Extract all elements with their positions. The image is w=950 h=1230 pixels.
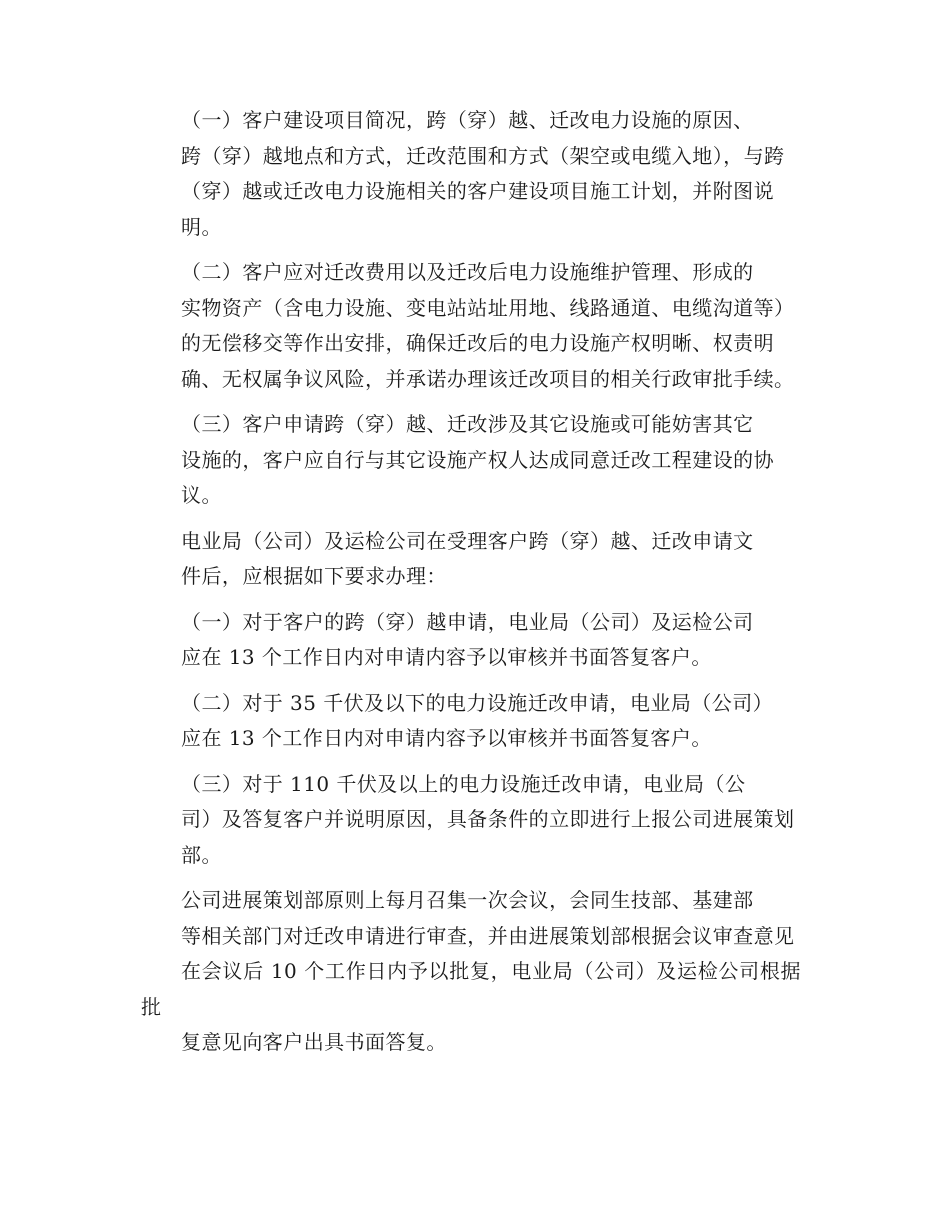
paragraph-4 [141, 524, 801, 595]
paragraph-line: （一）客户建设项目简况，跨（穿）越、迁改电力设施的原因、 [181, 108, 754, 132]
paragraph-line: 复意见向客户出具书面答复。 [181, 1030, 447, 1054]
paragraph-line: （二）客户应对迁改费用以及迁改后电力设施维护管理、形成的 [181, 260, 754, 284]
paragraph-line: 议。 [181, 483, 222, 507]
paragraph-line: 明。 [181, 214, 222, 239]
paragraph-line: 在会议后 10 个工作日内予以批复，电业局（公司）及运检公司根据批 [141, 959, 801, 1019]
paragraph-line: 公司进展策划部原则上每月召集一次会议，会同生技部、基建部 [181, 888, 754, 912]
paragraph-line: 司）及答复客户并说明原因，具备条件的立即进行上报公司进展策划 [181, 807, 795, 831]
paragraph-line: 应在 13 个工作日内对申请内容予以审核并书面答复客户。 [181, 645, 712, 669]
paragraph-7 [141, 767, 801, 874]
paragraph-line: （三）客户申请跨（穿）越、迁改涉及其它设施或可能妨害其它 [181, 412, 754, 436]
paragraph-6 [141, 686, 801, 757]
paragraph-line: 确、无权属争议风险，并承诺办理该迁改项目的相关行政审批手续。 [181, 366, 795, 391]
paragraph-line: （穿）越或迁改电力设施相关的客户建设项目施工计划，并附图说 [181, 179, 775, 203]
paragraph-line: 件后，应根据如下要求办理： [181, 564, 447, 588]
paragraph-3 [141, 407, 801, 514]
paragraph-line: （二）对于 35 千伏及以下的电力设施迁改申请，电业局（公司） [181, 690, 774, 715]
paragraph-1 [141, 103, 801, 245]
document-body [141, 103, 801, 1071]
paragraph-line: 应在 13 个工作日内对申请内容予以审核并书面答复客户。 [181, 726, 712, 750]
paragraph-8 [141, 883, 801, 1061]
paragraph-line: 设施的，客户应自行与其它设施产权人达成同意迁改工程建设的协 [181, 447, 775, 472]
paragraph-2 [141, 255, 801, 397]
paragraph-5 [141, 605, 801, 676]
paragraph-line: （三）对于 110 千伏及以上的电力设施迁改申请，电业局（公 [181, 771, 746, 796]
paragraph-line: 跨（穿）越地点和方式，迁改范围和方式（架空或电缆入地），与跨 [181, 143, 785, 168]
paragraph-line: 部。 [181, 842, 222, 867]
paragraph-line: （一）对于客户的跨（穿）越申请，电业局（公司）及运检公司 [181, 609, 754, 634]
paragraph-line: 电业局（公司）及运检公司在受理客户跨（穿）越、迁改申请文 [181, 528, 754, 553]
paragraph-line: 等相关部门对迁改申请进行审查，并由进展策划部根据会议审查意见 [181, 923, 795, 948]
paragraph-line: 的无偿移交等作出安排，确保迁改后的电力设施产权明晰、权责明 [181, 331, 775, 355]
paragraph-line: 实物资产（含电力设施、变电站站址用地、线路通道、电缆沟道等） [181, 295, 795, 320]
